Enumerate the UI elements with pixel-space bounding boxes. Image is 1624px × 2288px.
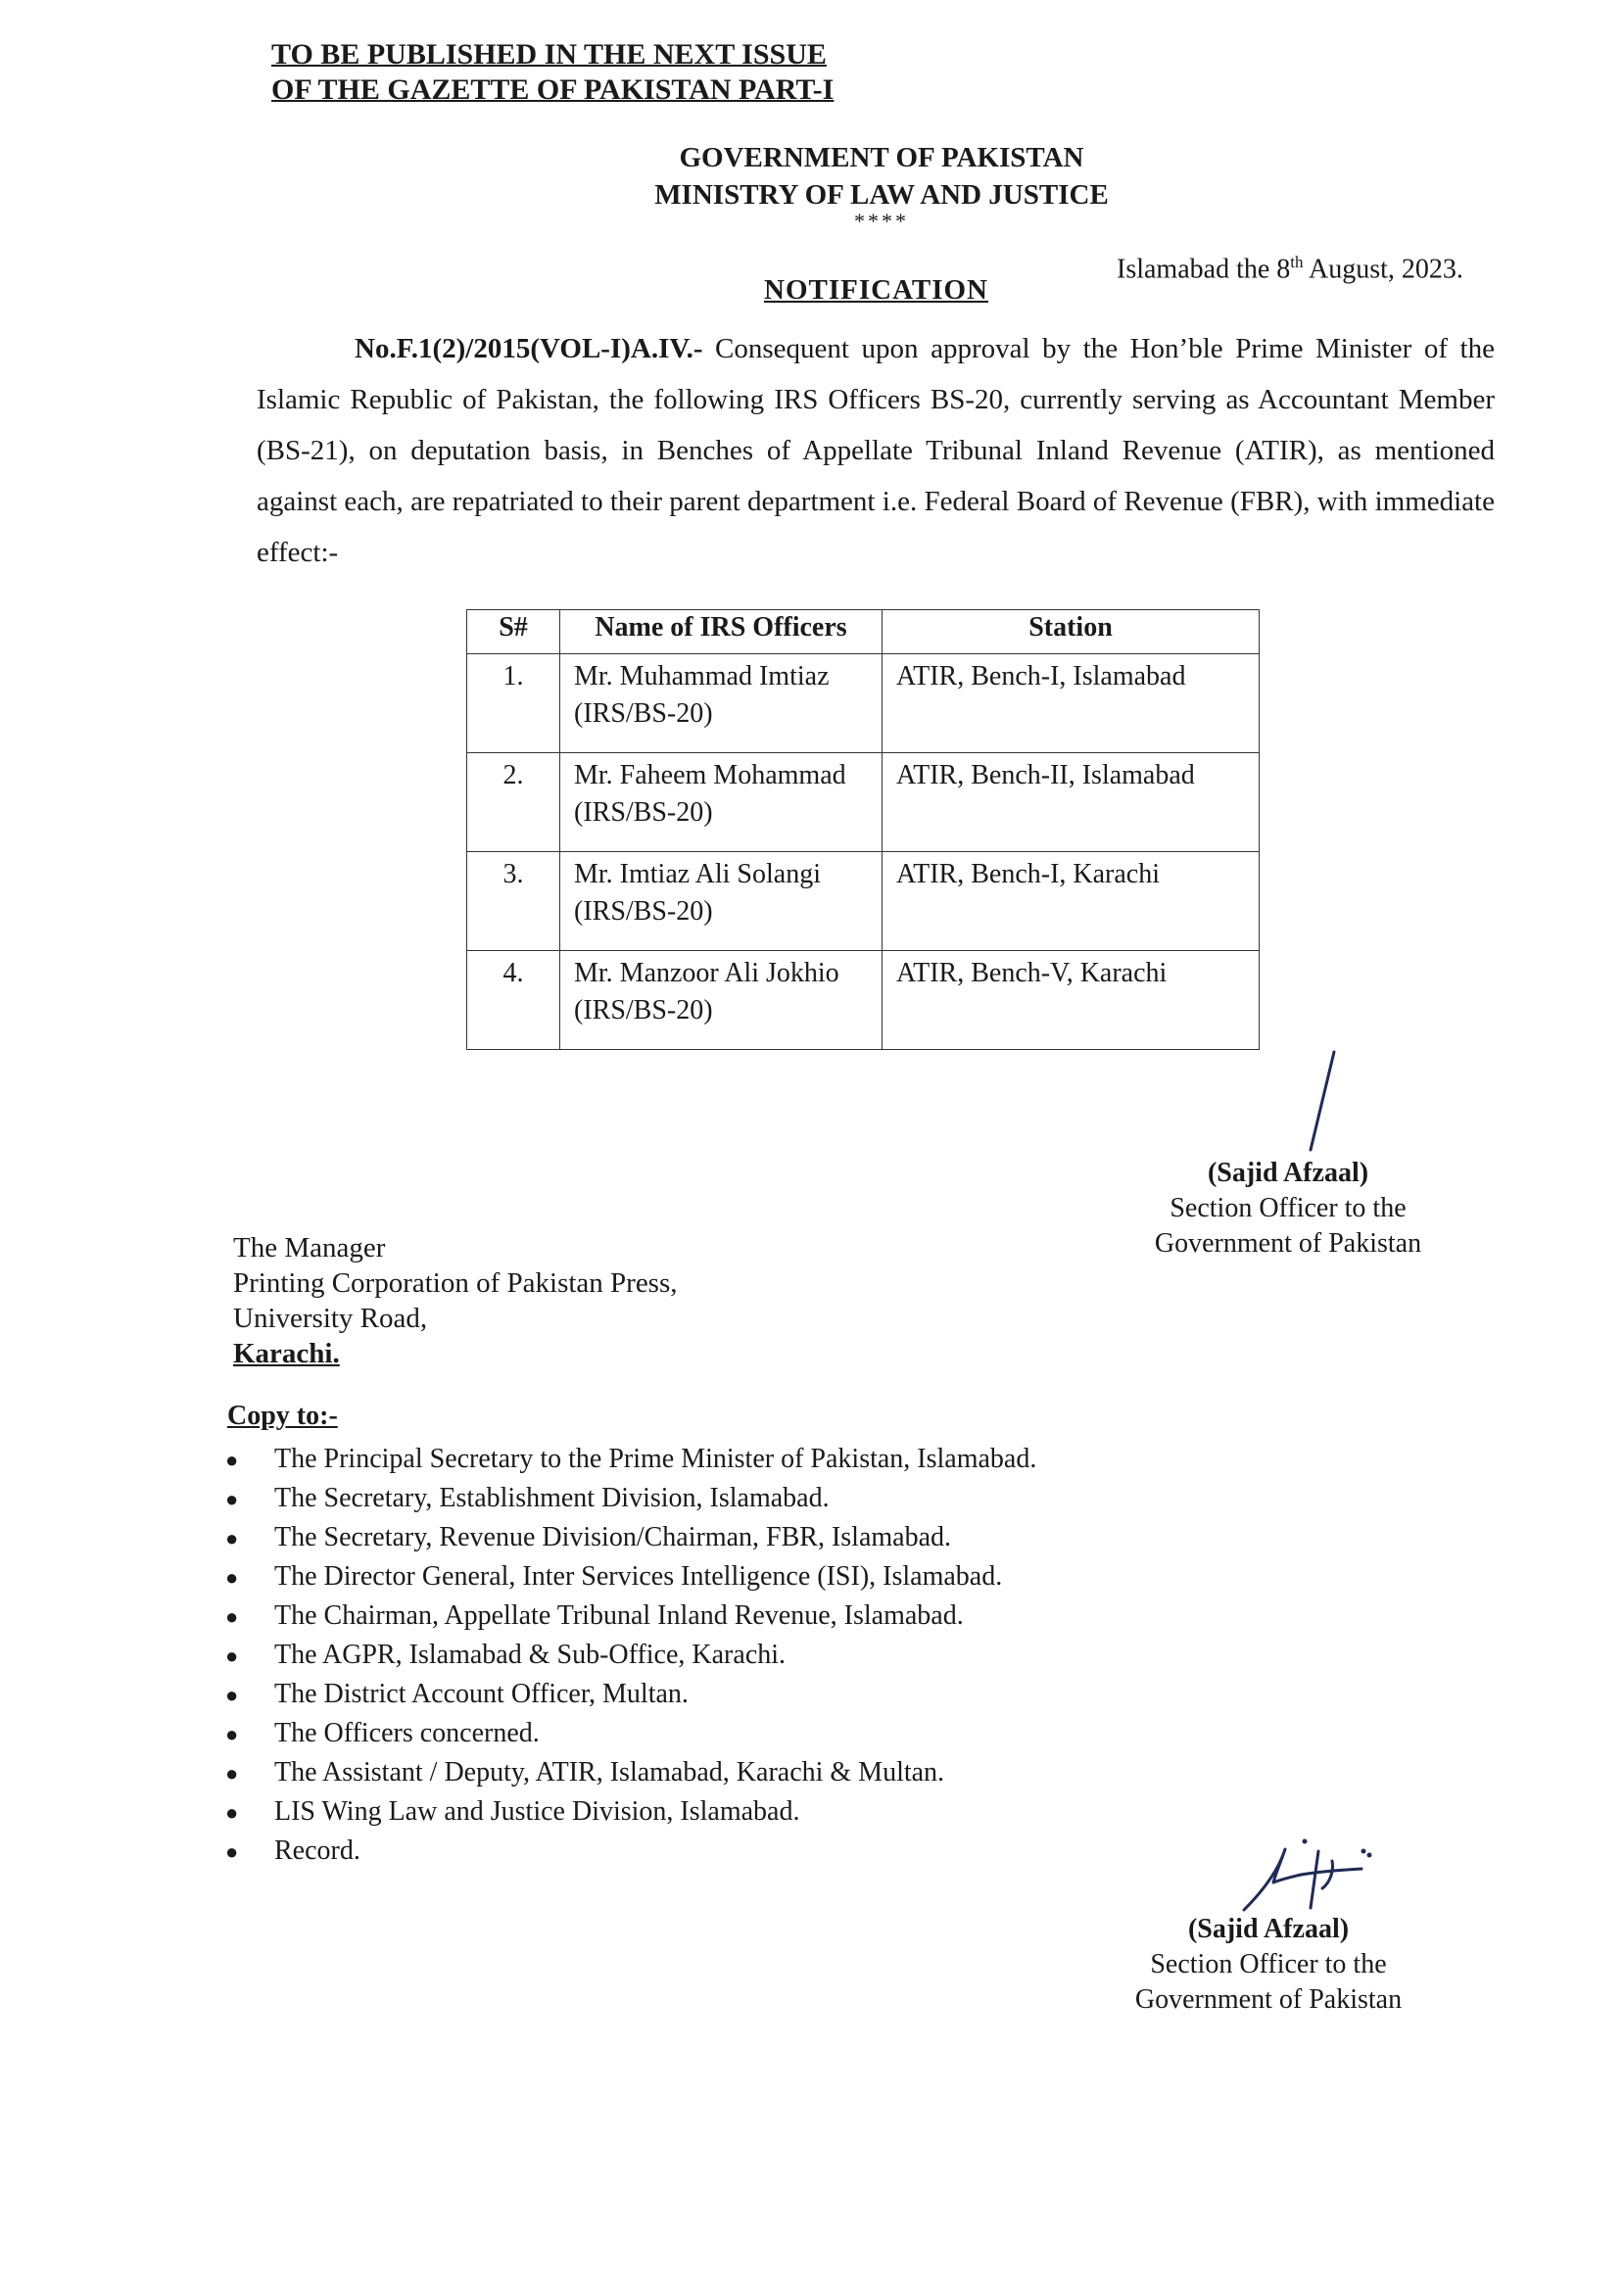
separator-stars: **** <box>854 209 909 233</box>
row-officer <box>560 753 883 852</box>
officers-table <box>466 609 1260 1050</box>
list-item-text: The AGPR, Islamabad & Sub-Office, Karachi. <box>274 1640 787 1670</box>
list-item <box>215 1518 1036 1557</box>
list-item <box>215 1792 1036 1832</box>
list-item <box>215 1636 1036 1675</box>
header-station: Station <box>883 610 1260 654</box>
table-row <box>467 852 1260 951</box>
bullet-icon: ● <box>225 1839 239 1864</box>
officer-grade: (IRS/BS-20) <box>574 896 713 927</box>
signatory-title-line-2: Government of Pakistan <box>1154 1228 1422 1259</box>
bullet-icon: ● <box>225 1644 239 1668</box>
list-item-text: The Secretary, Revenue Division/Chairman, FBR, Islamabad. <box>274 1522 952 1552</box>
file-number: No.F.1(2)/2015(VOL-I)A.IV.- <box>355 333 703 364</box>
officer-grade: (IRS/BS-20) <box>574 698 713 729</box>
list-item <box>215 1714 1036 1753</box>
list-item-text: The Chairman, Appellate Tribunal Inland Revenue, Islamabad. <box>274 1600 964 1631</box>
list-item-text: The Principal Secretary to the Prime Minister of Pakistan, Islamabad. <box>274 1444 1037 1474</box>
signatory-name: (Sajid Afzaal) <box>1207 1158 1369 1188</box>
list-item <box>215 1753 1036 1792</box>
bullet-icon: ● <box>225 1565 239 1590</box>
notification-body <box>257 323 1495 578</box>
gazette-line-2: OF THE GAZETTE OF PAKISTAN PART-I <box>271 73 835 106</box>
bullet-icon: ● <box>225 1683 239 1707</box>
list-item <box>215 1557 1036 1597</box>
bullet-icon: ● <box>225 1761 239 1786</box>
copy-to-heading: Copy to:- <box>227 1401 338 1431</box>
signatory-name: (Sajid Afzaal) <box>1187 1914 1350 1944</box>
issue-date <box>1117 253 1463 285</box>
list-item <box>215 1597 1036 1636</box>
addressee-line-2: Printing Corporation of Pakistan Press, <box>233 1267 678 1299</box>
list-item-text: The Director General, Inter Services Intelligence (ISI), Islamabad. <box>274 1561 1003 1592</box>
row-serial: 4. <box>467 951 560 1050</box>
addressee-block <box>233 1230 678 1371</box>
table-header-row <box>467 610 1260 654</box>
body-paragraph: Consequent upon approval by the Hon’ble Prime Minister of the Islamic Republic of Pakistan, the following IRS Officers BS-20, currently serving as Accountant Member (BS-21), on deputation basis, in Benches of Appellate Tribunal Inland Revenue (ATIR), as mentioned against each, are repatriated to their parent department i.e. Federal Board of Revenue (FBR), with immediate effect:- <box>257 333 1495 568</box>
copy-to-list <box>215 1440 1036 1871</box>
list-item <box>215 1832 1036 1871</box>
row-officer <box>560 951 883 1050</box>
date-rest: August, 2023. <box>1303 254 1463 285</box>
officer-grade: (IRS/BS-20) <box>574 995 713 1025</box>
date-ordinal-suffix: th <box>1290 253 1304 271</box>
notification-title: NOTIFICATION <box>764 274 988 306</box>
list-item-text: Record. <box>274 1835 360 1866</box>
list-item <box>215 1675 1036 1714</box>
row-serial: 2. <box>467 753 560 852</box>
row-officer <box>560 654 883 753</box>
header-serial: S# <box>467 610 560 654</box>
handwritten-signature <box>1224 1832 1381 1920</box>
bullet-icon: ● <box>225 1800 239 1825</box>
officer-name: Mr. Manzoor Ali Jokhio <box>574 958 839 988</box>
table-row <box>467 654 1260 753</box>
row-serial: 1. <box>467 654 560 753</box>
officer-name: Mr. Faheem Mohammad <box>574 760 846 790</box>
header-officer-name: Name of IRS Officers <box>560 610 883 654</box>
bullet-icon: ● <box>225 1487 239 1511</box>
list-item-text: The Secretary, Establishment Division, Islamabad. <box>274 1483 830 1513</box>
signatory-block <box>1126 1156 1450 1262</box>
letterhead <box>588 139 1175 214</box>
list-item <box>215 1440 1036 1479</box>
list-item-text: LIS Wing Law and Justice Division, Islamabad. <box>274 1796 800 1827</box>
signatory-title-line-1: Section Officer to the <box>1170 1193 1407 1223</box>
gazette-heading <box>271 37 834 108</box>
list-item-text: The District Account Officer, Multan. <box>274 1679 689 1709</box>
list-item <box>215 1479 1036 1518</box>
addressee-city: Karachi. <box>233 1338 340 1369</box>
bullet-icon: ● <box>225 1604 239 1629</box>
table-row <box>467 951 1260 1050</box>
row-station: ATIR, Bench-I, Karachi <box>883 852 1260 951</box>
list-item-text: The Assistant / Deputy, ATIR, Islamabad, Karachi & Multan. <box>274 1757 945 1788</box>
officer-name: Mr. Muhammad Imtiaz <box>574 661 830 691</box>
signatory-block-copy <box>1107 1912 1430 2018</box>
date-prefix: Islamabad the 8 <box>1117 254 1291 285</box>
row-station: ATIR, Bench-V, Karachi <box>883 951 1260 1050</box>
officer-grade: (IRS/BS-20) <box>574 797 713 828</box>
bullet-icon: ● <box>225 1526 239 1550</box>
bullet-icon: ● <box>225 1722 239 1746</box>
addressee-line-1: The Manager <box>233 1232 386 1263</box>
signature-stroke-mark <box>1301 1048 1340 1156</box>
row-serial: 3. <box>467 852 560 951</box>
ministry-title: MINISTRY OF LAW AND JUSTICE <box>654 179 1109 211</box>
gazette-line-1: TO BE PUBLISHED IN THE NEXT ISSUE <box>271 38 827 71</box>
row-station: ATIR, Bench-II, Islamabad <box>883 753 1260 852</box>
officer-name: Mr. Imtiaz Ali Solangi <box>574 859 821 889</box>
addressee-line-3: University Road, <box>233 1303 428 1334</box>
list-item-text: The Officers concerned. <box>274 1718 540 1748</box>
signatory-title-line-1: Section Officer to the <box>1150 1949 1387 1979</box>
row-officer <box>560 852 883 951</box>
table-row <box>467 753 1260 852</box>
bullet-icon: ● <box>225 1448 239 1472</box>
government-title: GOVERNMENT OF PAKISTAN <box>679 142 1084 173</box>
row-station: ATIR, Bench-I, Islamabad <box>883 654 1260 753</box>
signatory-title-line-2: Government of Pakistan <box>1134 1984 1403 2015</box>
